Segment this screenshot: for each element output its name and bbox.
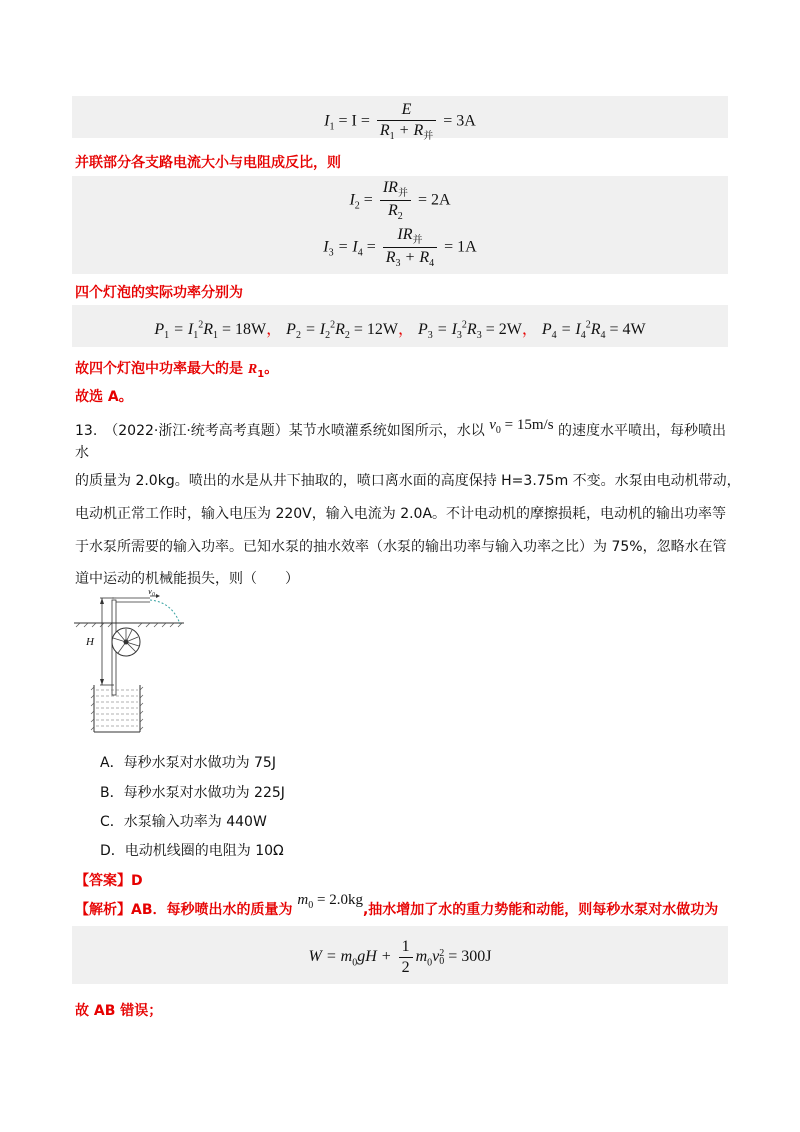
option-b[interactable]: B．每秒水泵对水做功为 225J: [100, 785, 285, 801]
equation-current-3-4: $I_3 = I_4$ = $\frac{IR_并}{R_3 + R_4}$ = 1A: [323, 226, 477, 270]
question-13-line-4: 于水泵所需要的输入功率。已知水泵的抽水效率（水泵的输出功率与输入功率之比）为 75%，忽略水在管: [75, 539, 727, 555]
question-13-line-1: 13. （2022·浙江·统考高考真题）某节水喷灌系统如图所示，水以 $v_0 = 15m/s$ 的速度水平喷出，每秒喷出水: [75, 417, 727, 461]
equation-current-total: $I_1 = I$ = $\frac{E}{R_1 + R_并}$ = 3A: [324, 101, 476, 143]
water-pump-figure: [72, 590, 192, 740]
question-13-line-5: 道中运动的机械能损失，则（ ）: [75, 571, 299, 587]
question-13-line-2: 的质量为 2.0kg。喷出的水是从井下抽取的，喷口离水面的高度保持 H=3.75m 不变。水泵由电动机带动，: [75, 473, 741, 489]
option-d[interactable]: D．电动机线圈的电阻为 10Ω: [100, 843, 284, 859]
power-1: $P_1 = I_1^2R_1 = 18W$: [154, 319, 267, 342]
power-3: $P_3 = I_3^2R_3 = 2W$: [418, 319, 522, 342]
h-label: H: [86, 636, 94, 648]
option-a[interactable]: A．每秒水泵对水做功为 75J: [100, 755, 276, 771]
power-2: $P_2 = I_2^2R_2 = 12W$: [286, 319, 398, 342]
equation-work: $W = m_0gH$ + $\frac{1}{2}$ $m_0v$ 2 0 = 300J: [308, 938, 492, 976]
solution-text-choice: 故选 A。: [75, 389, 133, 405]
conclusion-text: 故 AB 错误；: [75, 1003, 163, 1019]
solution-text-max: 故四个灯泡中功率最大的是 $R_1$。: [75, 361, 279, 380]
equation-current-2: $I_2$ = $\frac{IR_并}{R_2}$ = 2A: [349, 179, 451, 223]
option-c[interactable]: C．水泵输入功率为 440W: [100, 814, 267, 830]
answer-label: 【答案】D: [75, 873, 143, 889]
solution-text-parallel: 并联部分各支路电流大小与电阻成反比，则: [75, 155, 341, 171]
solution-text-power: 四个灯泡的实际功率分别为: [75, 285, 243, 301]
question-13-line-3: 电动机正常工作时，输入电压为 220V，输入电流为 2.0A。不计电动机的摩擦损耗，电动机的输出功率等: [75, 506, 727, 522]
power-4: $P_4 = I_4^2R_4 = 4W$: [541, 319, 646, 342]
analysis-line: 【解析】AB．每秒喷出水的质量为 $m_0 = 2.0kg$,抽水增加了水的重力势能和动能，则每秒水泵对水做功为: [75, 892, 719, 918]
equation-powers: $P_1 = I_1^2R_1 = 18W$， $P_2 = I_2^2R_2 = 12W$， $P_3 = I_3^2R_3 = 2W$， $P_4 = I_4^2R_4 = 4W$: [154, 319, 646, 342]
v0-label: v₀: [148, 590, 156, 596]
